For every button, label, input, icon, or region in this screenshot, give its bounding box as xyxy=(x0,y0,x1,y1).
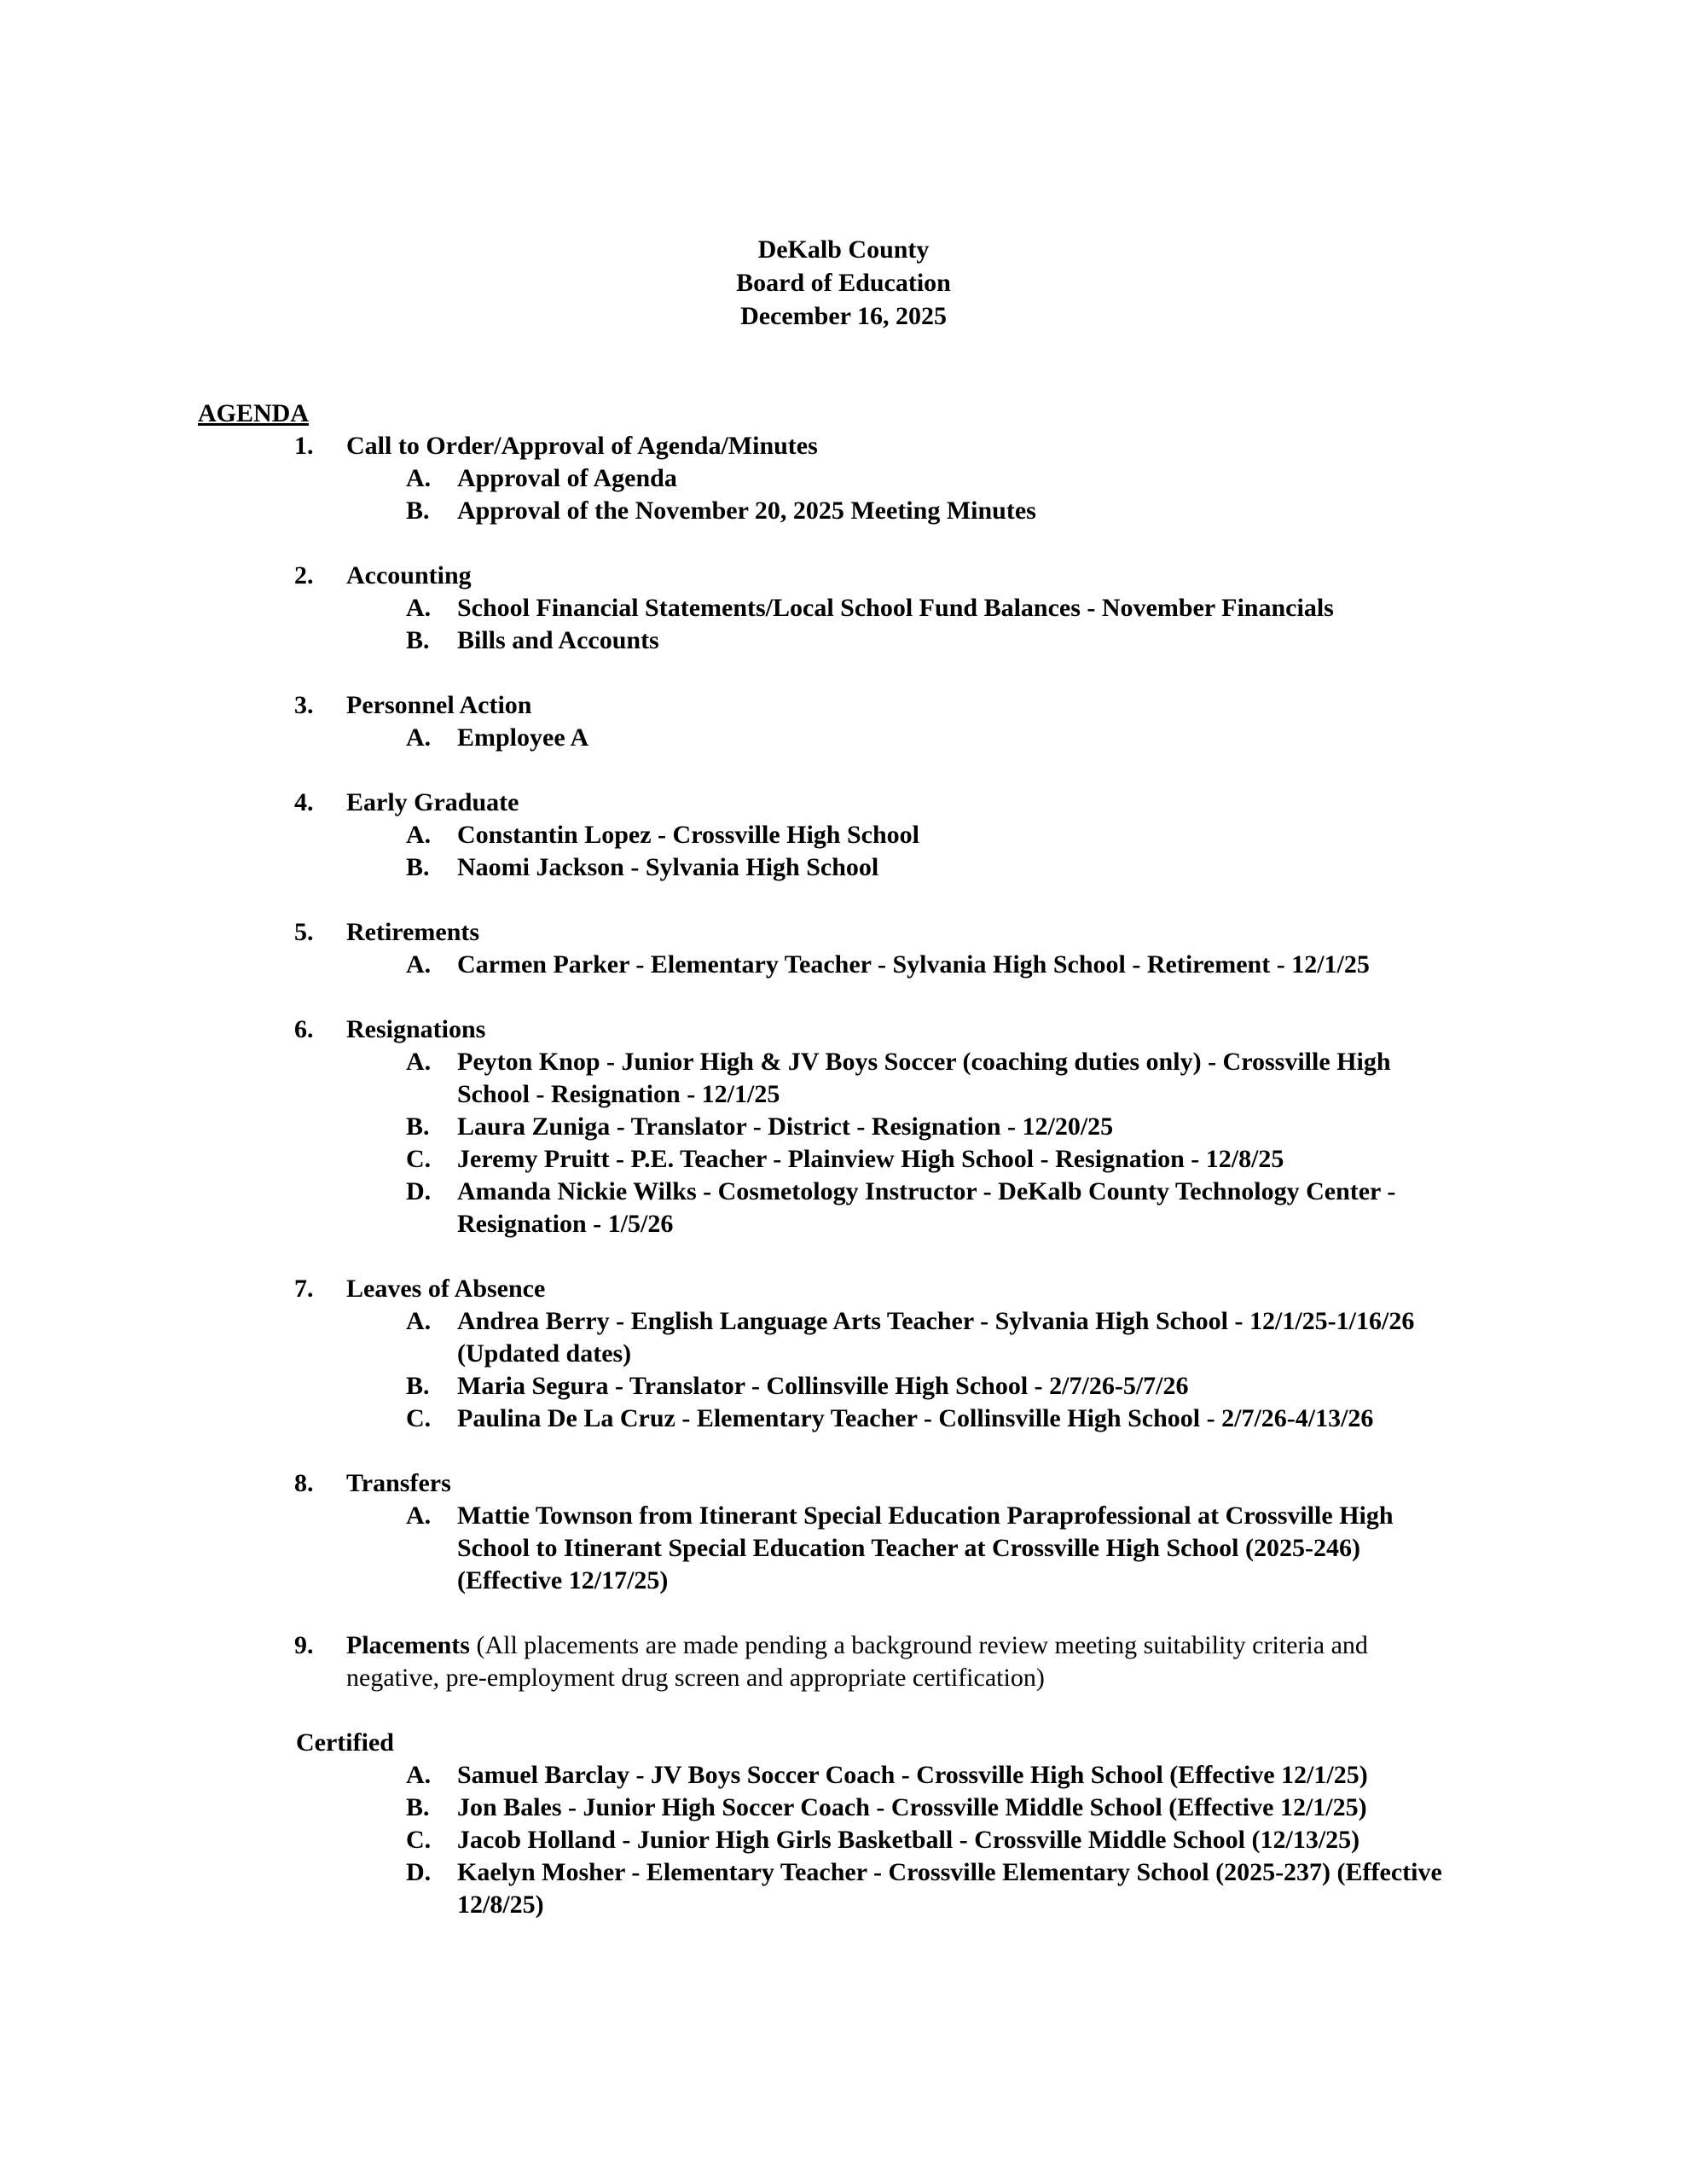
item-letter: B. xyxy=(406,853,430,881)
item-letter: A. xyxy=(406,464,432,492)
section-title: Placements xyxy=(346,1631,470,1659)
section-number: 3. xyxy=(294,691,314,719)
agenda-section xyxy=(0,787,1687,884)
agenda-section xyxy=(0,689,1687,754)
item-text: Jeremy Pruitt - P.E. Teacher - Plainview High School - Resignation - 12/8/25 xyxy=(457,1145,1284,1173)
item-text: Paulina De La Cruz - Elementary Teacher - Collinsville High School - 2/7/26-4/13/26 xyxy=(457,1404,1374,1432)
section-number: 2. xyxy=(294,561,314,590)
section-title: Accounting xyxy=(346,561,472,590)
item-text: Mattie Townson from Itinerant Special Education Paraprofessional at Crossville High School to Itinerant Special Education Teacher at Crossville High School (2025-246) (Effective 12/17/25) xyxy=(457,1502,1394,1594)
agenda-list xyxy=(0,430,1687,1921)
section-heading xyxy=(0,916,1687,949)
agenda-heading: AGENDA xyxy=(198,399,310,427)
item-letter: B. xyxy=(406,497,430,525)
item-text: Constantin Lopez - Crossville High School xyxy=(457,821,920,849)
header-county: DeKalb County xyxy=(757,235,930,264)
item-letter: C. xyxy=(406,1826,432,1854)
certified-block xyxy=(0,1727,1687,1921)
certified-heading: Certified xyxy=(296,1728,394,1757)
section-number: 1. xyxy=(294,432,314,460)
section-heading xyxy=(0,1273,1687,1305)
agenda-item xyxy=(0,1111,1687,1143)
agenda-item xyxy=(0,592,1687,624)
item-letter: A. xyxy=(406,821,432,849)
item-letter: A. xyxy=(406,1307,432,1335)
agenda-item xyxy=(0,624,1687,657)
certified-item xyxy=(0,1856,1687,1921)
item-text: Employee A xyxy=(457,723,589,752)
certified-item xyxy=(0,1759,1687,1792)
agenda-item xyxy=(0,462,1687,495)
agenda-item xyxy=(0,1305,1687,1370)
item-text: Maria Segura - Translator - Collinsville High School - 2/7/26-5/7/26 xyxy=(457,1372,1189,1400)
item-letter: A. xyxy=(406,594,432,622)
item-text: Approval of Agenda xyxy=(457,464,677,492)
section-number: 7. xyxy=(294,1275,314,1303)
agenda-item xyxy=(0,1143,1687,1176)
agenda-section xyxy=(0,430,1687,527)
item-text: Jacob Holland - Junior High Girls Basketball - Crossville Middle School (12/13/25) xyxy=(457,1826,1360,1854)
section-heading xyxy=(0,1014,1687,1046)
item-letter: A. xyxy=(406,723,432,752)
item-letter: B. xyxy=(406,1372,430,1400)
item-text: Jon Bales - Junior High Soccer Coach - Crossville Middle School (Effective 12/1/25) xyxy=(457,1793,1367,1821)
agenda-item xyxy=(0,1176,1687,1240)
item-text: Approval of the November 20, 2025 Meeting Minutes xyxy=(457,497,1036,525)
agenda-item xyxy=(0,1370,1687,1403)
item-text: Bills and Accounts xyxy=(457,626,659,654)
section-heading xyxy=(0,1467,1687,1500)
item-text: Carmen Parker - Elementary Teacher - Sylvania High School - Retirement - 12/1/25 xyxy=(457,950,1370,979)
item-text: Samuel Barclay - JV Boys Soccer Coach - Crossville High School (Effective 12/1/25) xyxy=(457,1761,1368,1789)
item-letter: C. xyxy=(406,1404,432,1432)
item-text: Naomi Jackson - Sylvania High School xyxy=(457,853,879,881)
section-title: Retirements xyxy=(346,918,480,946)
agenda-section xyxy=(0,560,1687,657)
section-number: 5. xyxy=(294,918,314,946)
section-number: 6. xyxy=(294,1015,314,1043)
item-letter: B. xyxy=(406,626,430,654)
agenda-item xyxy=(0,819,1687,851)
section-heading xyxy=(0,787,1687,819)
item-text: Peyton Knop - Junior High & JV Boys Soccer (coaching duties only) - Crossville High School - Resignation - 12/1/25 xyxy=(457,1048,1391,1108)
item-letter: D. xyxy=(406,1177,432,1205)
agenda-sections xyxy=(0,430,1687,1597)
item-letter: A. xyxy=(406,1048,432,1076)
agenda-section xyxy=(0,916,1687,981)
certified-item xyxy=(0,1792,1687,1824)
header-board: Board of Education xyxy=(736,269,951,297)
agenda-section xyxy=(0,1014,1687,1240)
section-title: Leaves of Absence xyxy=(346,1275,546,1303)
agenda-section xyxy=(0,1467,1687,1597)
section-title: Transfers xyxy=(346,1469,451,1497)
item-text: Kaelyn Mosher - Elementary Teacher - Crossville Elementary School (2025-237) (Effective 12/8/25) xyxy=(457,1858,1442,1919)
agenda-item xyxy=(0,722,1687,754)
section-title: Resignations xyxy=(346,1015,486,1043)
agenda-item xyxy=(0,1403,1687,1435)
certified-item xyxy=(0,1824,1687,1856)
section-number: 9. xyxy=(294,1631,314,1659)
item-letter: D. xyxy=(406,1858,432,1886)
item-text: Andrea Berry - English Language Arts Teacher - Sylvania High School - 12/1/25-1/16/26 (Updated dates) xyxy=(457,1307,1415,1368)
section-heading xyxy=(0,689,1687,722)
section-title: Early Graduate xyxy=(346,788,519,816)
agenda-item xyxy=(0,851,1687,884)
agenda-section-placements xyxy=(0,1629,1687,1694)
section-title: Personnel Action xyxy=(346,691,532,719)
placements-note: (All placements are made pending a background review meeting suitability criteria and negative, pre-employment drug screen and appropriate certification) xyxy=(346,1631,1368,1692)
item-text: School Financial Statements/Local School Fund Balances - November Financials xyxy=(457,594,1334,622)
agenda-section xyxy=(0,1273,1687,1435)
item-letter: B. xyxy=(406,1793,430,1821)
header-date: December 16, 2025 xyxy=(740,302,947,330)
section-heading xyxy=(0,430,1687,462)
item-text: Laura Zuniga - Translator - District - Resignation - 12/20/25 xyxy=(457,1112,1114,1141)
agenda-item xyxy=(0,495,1687,527)
section-number: 8. xyxy=(294,1469,314,1497)
item-letter: B. xyxy=(406,1112,430,1141)
agenda-item xyxy=(0,1046,1687,1111)
section-heading xyxy=(0,560,1687,592)
item-letter: C. xyxy=(406,1145,432,1173)
item-text: Amanda Nickie Wilks - Cosmetology Instructor - DeKalb County Technology Center - Resignation - 1/5/26 xyxy=(457,1177,1396,1238)
agenda-item xyxy=(0,1500,1687,1597)
section-number: 4. xyxy=(294,788,314,816)
section-title: Call to Order/Approval of Agenda/Minutes xyxy=(346,432,818,460)
item-letter: A. xyxy=(406,1761,432,1789)
document-header xyxy=(0,233,1687,333)
certified-items xyxy=(0,1759,1687,1921)
item-letter: A. xyxy=(406,1502,432,1530)
item-letter: A. xyxy=(406,950,432,979)
agenda-item xyxy=(0,949,1687,981)
